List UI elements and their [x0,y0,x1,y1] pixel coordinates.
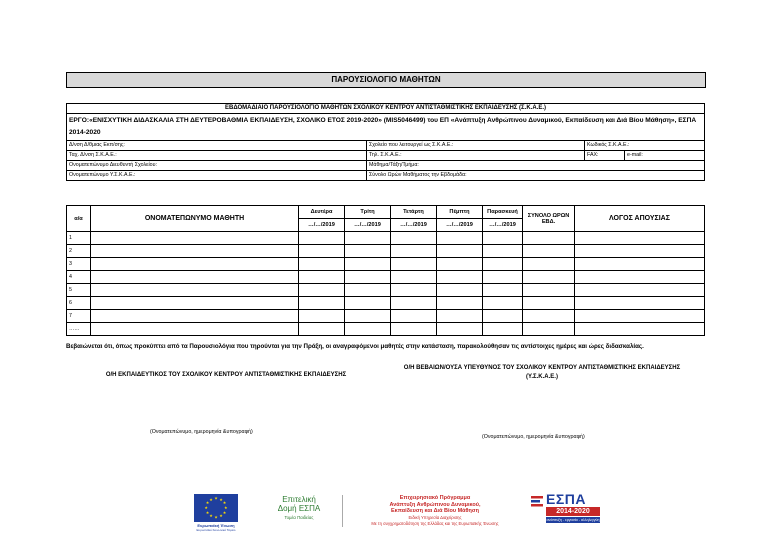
day-header-monday: Δευτέρα [299,206,345,219]
student-name-cell[interactable] [91,258,299,271]
attendance-cell[interactable] [299,297,345,310]
svg-text:★: ★ [205,510,210,515]
attendance-cell[interactable] [391,271,437,284]
attendance-cell[interactable] [299,245,345,258]
course-class-field[interactable]: Μάθημα/Τάξη/Τμήμα: [367,161,705,171]
svg-text:★: ★ [224,505,228,510]
svg-text:★: ★ [209,513,213,519]
reason-cell[interactable] [575,271,705,284]
date-wednesday[interactable]: …/…/2019 [391,219,437,232]
date-friday[interactable]: …/…/2019 [483,219,523,232]
row-number: 4 [67,271,91,284]
attendance-cell[interactable] [345,284,391,297]
row-number: 5 [67,284,91,297]
attendance-cell[interactable] [437,297,483,310]
struct-sub: Τομέα Παιδείας [284,515,314,520]
attendance-cell[interactable] [483,284,523,297]
total-cell[interactable] [523,323,575,336]
table-row [67,297,705,310]
student-name-cell[interactable] [91,310,299,323]
coordinator-title-line1: Ο/Η ΒΕΒΑΙΩΝ/ΟΥΣΑ ΥΠΕΥΘΥΝΟΣ ΤΟΥ ΣΧΟΛΙΚΟΥ ΚΕΝΤΡΟΥ ΑΝΤΙΣΤΑΘΜΙΣΤΙΚΗΣ ΕΚΠΑΙΔΕΥΣΗΣ [403,365,681,371]
attendance-cell[interactable] [437,232,483,245]
email-field[interactable]: e-mail: [625,151,705,161]
row-number: 7 [67,310,91,323]
attendance-cell[interactable] [391,232,437,245]
operational-programme-logo [350,495,520,528]
svg-text:★: ★ [204,505,208,510]
attendance-cell[interactable] [483,271,523,284]
attendance-cell[interactable] [483,323,523,336]
eu-flag-icon [194,494,238,522]
declaration-text: Βεβαιώνεται ότι, όπως προκύπτει από τα Παρουσιολόγια που τηρούνται για την Πράξη, οι αναγραφόμενοι μαθητές στην κατάσταση, παρακολούθησαν τις αντίστοιχες ημέρες και ώρες διδασκαλίας. [66,343,644,350]
address-field[interactable]: Ταχ. Δ/νση Σ.Κ.Α.Ε.: [67,151,367,161]
total-cell[interactable] [523,258,575,271]
attendance-table [66,205,705,336]
row-number-header: α/α [67,206,91,232]
weekly-register-heading: ΕΒΔΟΜΑΔΙΑΙΟ ΠΑΡΟΥΣΙΟΛΟΓΙΟ ΜΑΘΗΤΩΝ ΣΧΟΛΙΚΟΥ ΚΕΝΤΡΟΥ ΑΝΤΙΣΤΑΘΜΙΣΤΙΚΗΣ ΕΚΠΑΙΔΕΥΣΗΣ (Σ.Κ.Α.Ε.) [67,104,705,114]
op-line3: Εκπαίδευση και Διά Βίου Μάθηση [390,508,479,514]
op-line1: Επιχειρησιακό Πρόγραμμα [399,495,471,501]
student-name-cell[interactable] [91,323,299,336]
row-number: 1 [67,232,91,245]
eu-caption-sub: Ευρωπαϊκό Κοινωνικό Ταμείο [196,528,236,532]
espa-structure-logo [263,495,335,529]
header-info-table [66,103,705,181]
document-title: ΠΑΡΟΥΣΙΟΛΟΓΙΟ ΜΑΘΗΤΩΝ [66,72,706,88]
row-number: 3 [67,258,91,271]
coordinator-signature-note: (Ονοματεπώνυμο, ημερομηνία &υπογραφή) [482,434,585,440]
attendance-cell[interactable] [391,258,437,271]
table-row [67,284,705,297]
attendance-cell[interactable] [299,323,345,336]
espa-wordmark: ΕΣΠΑ [546,491,586,507]
attendance-cell[interactable] [483,258,523,271]
espa-mark-icon [530,494,544,508]
attendance-cell[interactable] [483,232,523,245]
directorate-field[interactable]: Δ/νση Δ/θμιας Εκπ/σης: [67,141,367,151]
total-cell[interactable] [523,297,575,310]
reason-cell[interactable] [575,310,705,323]
student-name-header: ΟΝΟΜΑΤΕΠΩΝΥΜΟ ΜΑΘΗΤΗ [91,206,299,232]
student-name-cell[interactable] [91,245,299,258]
student-name-cell[interactable] [91,297,299,310]
row-number: 6 [67,297,91,310]
attendance-cell[interactable] [391,310,437,323]
attendance-cell[interactable] [299,284,345,297]
attendance-cell[interactable] [299,271,345,284]
skae-code-field[interactable]: Κωδικός Σ.Κ.Α.Ε.: [585,141,705,151]
day-header-thursday: Πέμπτη [437,206,483,219]
student-name-cell[interactable] [91,284,299,297]
svg-text:★: ★ [205,500,210,505]
attendance-cell[interactable] [299,232,345,245]
row-number: …… [67,323,91,336]
attendance-cell[interactable] [345,310,391,323]
total-cell[interactable] [523,310,575,323]
teacher-signature-note: (Ονοματεπώνυμο, ημερομηνία &υπογραφή) [150,429,253,435]
struct-line1: Επιτελική [282,495,316,504]
op-line2: Ανάπτυξη Ανθρώπινου Δυναμικού, [389,501,481,508]
attendance-cell[interactable] [437,258,483,271]
eu-caption-title: Ευρωπαϊκή Ένωση [197,523,235,528]
reason-cell[interactable] [575,297,705,310]
absence-reason-header: ΛΟΓΟΣ ΑΠΟΥΣΙΑΣ [575,206,705,232]
struct-line2: Δομή ΕΣΠΑ [277,504,321,513]
op-note2: Με τη συγχρηματοδότηση της Ελλάδας και της Ευρωπαϊκής Ένωσης [371,521,499,526]
espa-tagline: ανάπτυξη - εργασία - αλληλεγγύη [546,518,600,522]
date-tuesday[interactable]: …/…/2019 [345,219,391,232]
row-number: 2 [67,245,91,258]
svg-text:★: ★ [214,495,218,501]
reason-cell[interactable] [575,258,705,271]
table-row [67,271,705,284]
table-row [67,323,705,336]
reason-cell[interactable] [575,323,705,336]
weekly-hours-field[interactable]: Σύνολο Ωρών Μαθήματος την Εβδομάδα: [367,171,705,181]
attendance-cell[interactable] [437,323,483,336]
day-header-wednesday: Τετάρτη [391,206,437,219]
table-row [67,310,705,323]
attendance-cell[interactable] [391,323,437,336]
attendance-cell[interactable] [299,310,345,323]
total-hours-header: ΣΥΝΟΛΟ ΩΡΩΝ ΕΒΔ. [523,206,575,232]
attendance-cell[interactable] [345,297,391,310]
reason-cell[interactable] [575,232,705,245]
total-cell[interactable] [523,284,575,297]
teacher-signature-title: Ο/Η ΕΚΠΑΙΔΕΥΤΙΚΟΣ ΤΟΥ ΣΧΟΛΙΚΟΥ ΚΕΝΤΡΟΥ ΑΝΤΙΣΤΑΘΜΙΣΤΙΚΗΣ ΕΚΠΑΙΔΕΥΣΗΣ [105,372,347,378]
attendance-cell[interactable] [483,310,523,323]
host-school-field[interactable]: Σχολείο που λειτουργεί ως Σ.Κ.Α.Ε.: [367,141,585,151]
coordinator-title-line2: (Υ.Σ.Κ.Α.Ε.) [526,374,558,380]
day-header-tuesday: Τρίτη [345,206,391,219]
svg-text:★: ★ [219,513,223,519]
svg-text:★: ★ [219,496,223,502]
student-name-cell[interactable] [91,271,299,284]
attendance-cell[interactable] [345,232,391,245]
attendance-cell[interactable] [391,245,437,258]
attendance-cell[interactable] [437,284,483,297]
attendance-cell[interactable] [345,258,391,271]
day-header-friday: Παρασκευή [483,206,523,219]
table-row [67,232,705,245]
fax-field[interactable]: FAX: [585,151,625,161]
svg-text:★: ★ [209,496,213,502]
espa-years-badge: 2014-2020 [546,507,600,516]
svg-text:★: ★ [222,500,227,505]
total-cell[interactable] [523,245,575,258]
total-cell[interactable] [523,271,575,284]
eu-caption [186,523,246,532]
attendance-cell[interactable] [299,258,345,271]
reason-cell[interactable] [575,245,705,258]
attendance-cell[interactable] [391,297,437,310]
table-row [67,245,705,258]
student-name-cell[interactable] [91,232,299,245]
coordinator-signature-title [392,364,692,382]
attendance-cell[interactable] [345,245,391,258]
attendance-cell[interactable] [345,271,391,284]
logo-divider [342,495,343,527]
coordinator-name-field[interactable]: Ονοματεπώνυμο Υ.Σ.Κ.Α.Ε.: [67,171,367,181]
principal-name-field[interactable]: Ονοματεπώνυμο Διευθυντή Σχολείου: [67,161,367,171]
attendance-cell[interactable] [437,310,483,323]
attendance-cell[interactable] [437,245,483,258]
reason-cell[interactable] [575,284,705,297]
project-description: ΕΡΓΟ:«ΕΝΙΣΧΥΤΙΚΗ ΔΙΔΑΣΚΑΛΙΑ ΣΤΗ ΔΕΥΤΕΡΟΒΑΘΜΙΑ ΕΚΠΑΙΔΕΥΣΗ, ΣΧΟΛΙΚΟ ΕΤΟΣ 2019-2020» (MIS5046499) του ΕΠ «Ανάπτυξη Ανθρώπινου Δυναμικού, Εκπαίδευση και Διά Βίου Μάθηση», ΕΣΠΑ 2014-2020 [67,114,705,141]
total-cell[interactable] [523,232,575,245]
attendance-cell[interactable] [345,323,391,336]
op-note1: Ειδική Υπηρεσία Διαχείρισης [408,514,462,520]
attendance-cell[interactable] [391,284,437,297]
attendance-cell[interactable] [437,271,483,284]
svg-text:★: ★ [214,514,218,520]
date-monday[interactable]: …/…/2019 [299,219,345,232]
date-thursday[interactable]: …/…/2019 [437,219,483,232]
attendance-cell[interactable] [483,297,523,310]
attendance-cell[interactable] [483,245,523,258]
phone-field[interactable]: Τηλ. Σ.Κ.Α.Ε.: [367,151,585,161]
svg-text:★: ★ [222,510,227,515]
table-row [67,258,705,271]
